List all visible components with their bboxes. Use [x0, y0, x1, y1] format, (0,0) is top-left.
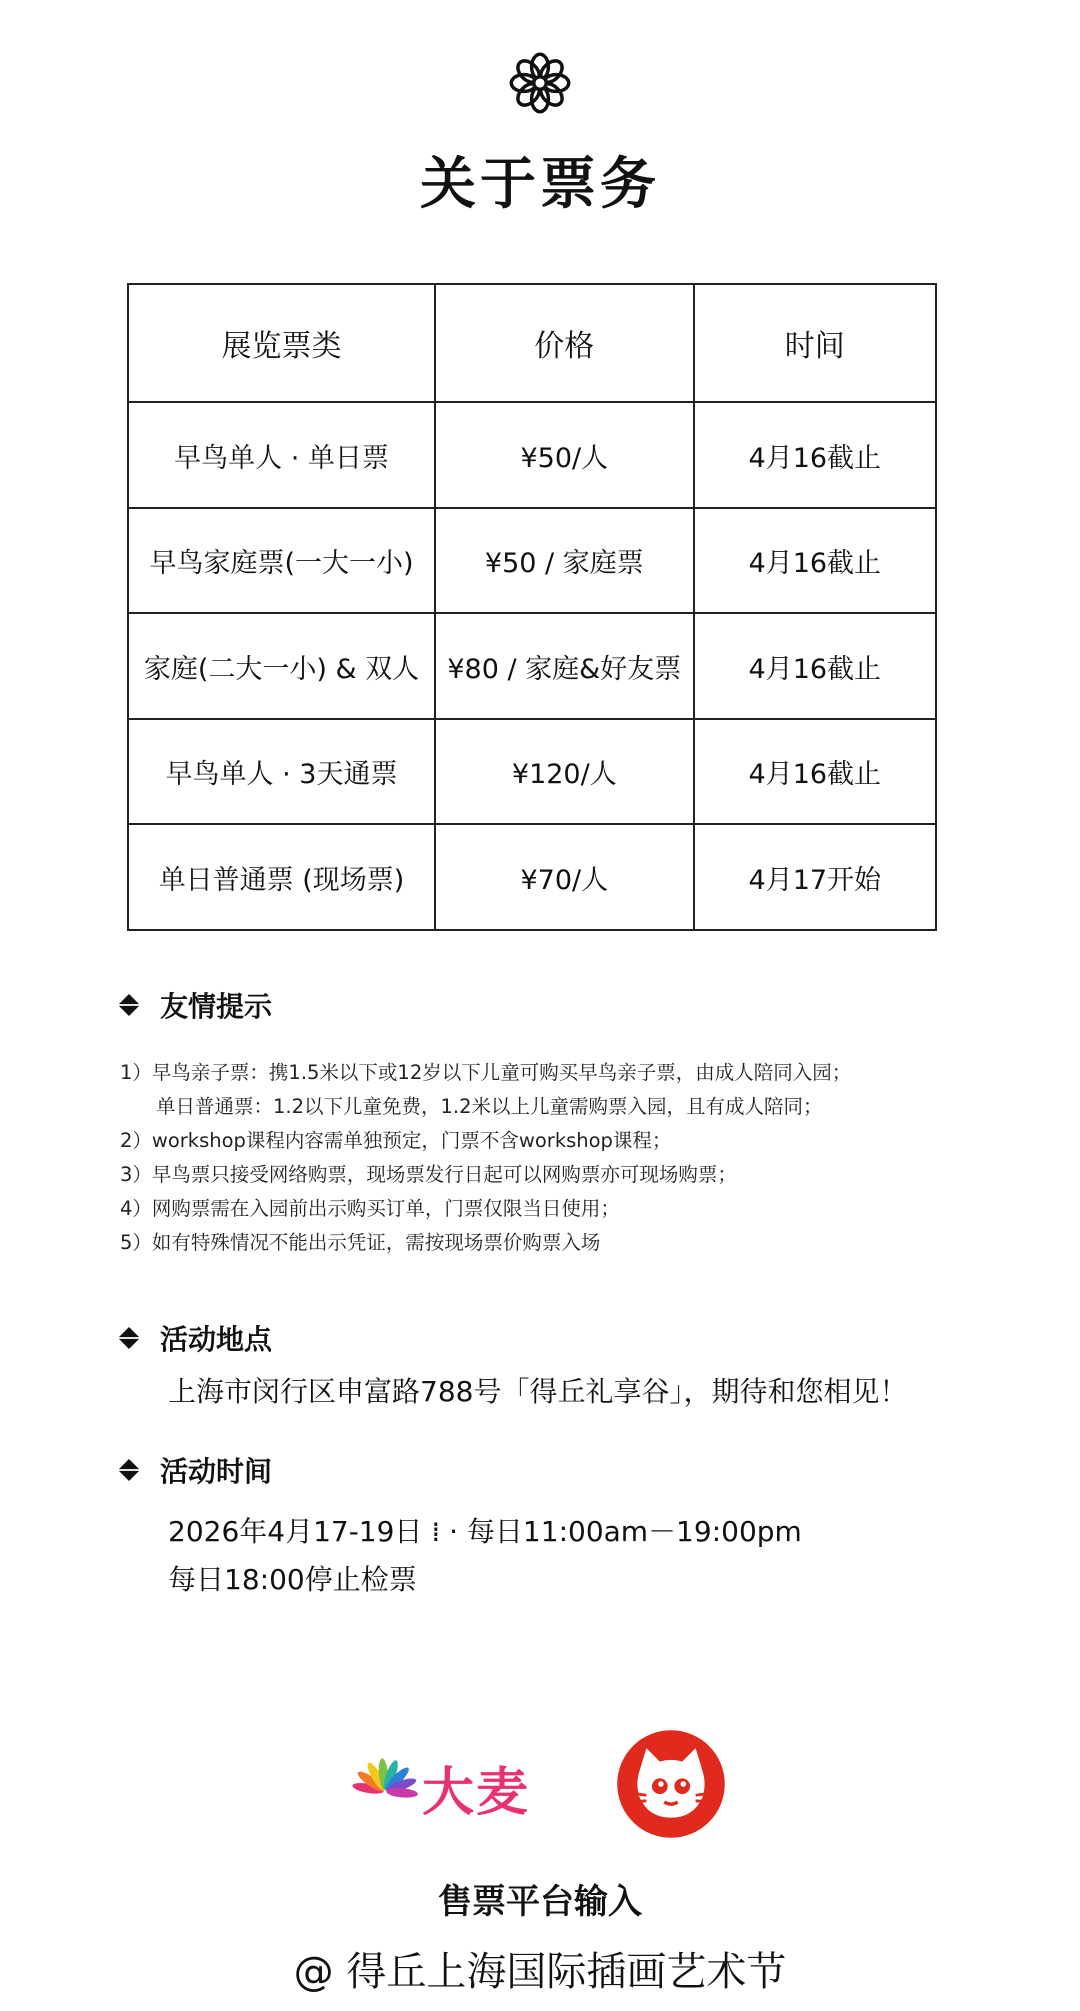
time-line-2: 每日18:00停止检票 [168, 1563, 417, 1596]
diamond-bullet-icon [118, 1327, 140, 1349]
ticket-price-cell: ¥50/人 [435, 402, 694, 508]
ticket-price-cell: ¥120/人 [435, 719, 694, 825]
location-heading-label: 活动地点 [160, 1323, 273, 1356]
damai-logo[interactable] [352, 1750, 530, 1825]
location-text: 上海市闵行区申富路788号「得丘礼享谷」，期待和您相见！ [168, 1375, 908, 1408]
ticket-time-cell: 4月16截止 [694, 719, 936, 825]
tip-line: 4）网购票需在入园前出示购买订单，门票仅限当日使用； [120, 1197, 620, 1220]
ticket-price-cell: ¥80 / 家庭&好友票 [435, 613, 694, 719]
ticket-time-cell: 4月17开始 [694, 824, 936, 930]
table-row [128, 508, 936, 614]
time-heading [118, 1450, 272, 1490]
ticket-type-cell: 家庭(二大一小) & 双人 [128, 613, 435, 719]
table-row [128, 402, 936, 508]
damai-logo-label: 大麦 [422, 1763, 531, 1823]
flower-icon [505, 48, 575, 118]
ticket-time-cell: 4月16截止 [694, 613, 936, 719]
diamond-bullet-icon [118, 1459, 140, 1481]
ticket-type-cell: 早鸟家庭票(一大一小) [128, 508, 435, 614]
table-row [128, 613, 936, 719]
column-header-price: 价格 [435, 284, 694, 402]
ticket-type-cell: 早鸟单人 · 3天通票 [128, 719, 435, 825]
tip-line: 3）早鸟票只接受网络购票，现场票发行日起可以网购票亦可现场购票； [120, 1163, 737, 1186]
tip-line: 1）早鸟亲子票：携1.5米以下或12岁以下儿童可购买早鸟亲子票，由成人陪同入园； [120, 1061, 852, 1084]
ticket-price-cell: ¥70/人 [435, 824, 694, 930]
column-header-time: 时间 [694, 284, 936, 402]
tip-line: 2）workshop课程内容需单独预定，门票不含workshop课程； [120, 1129, 672, 1152]
tips-heading-label: 友情提示 [160, 990, 273, 1023]
column-header-type: 展览票类 [128, 284, 435, 402]
time-line-1: 2026年4月17-19日 ⁞ · 每日11:00am－19:00pm [168, 1515, 802, 1548]
ticket-table [127, 283, 937, 931]
ticket-type-cell: 单日普通票 (现场票) [128, 824, 435, 930]
tips-list [120, 1056, 980, 1260]
tip-line: 单日普通票：1.2以下儿童免费，1.2米以上儿童需购票入园，且有成人陪同； [156, 1095, 823, 1118]
ticket-type-cell: 早鸟单人 · 单日票 [128, 402, 435, 508]
diamond-bullet-icon [118, 994, 140, 1016]
ticket-time-cell: 4月16截止 [694, 508, 936, 614]
time-heading-label: 活动时间 [160, 1455, 273, 1488]
ticket-time-cell: 4月16截止 [694, 402, 936, 508]
ticket-price-cell: ¥50 / 家庭票 [435, 508, 694, 614]
table-row [128, 824, 936, 930]
account-handle: @ 得丘上海国际插画艺术节 [293, 1949, 787, 1995]
location-heading [118, 1318, 272, 1358]
table-header-row [128, 284, 936, 402]
platform-text: 售票平台输入 [438, 1882, 642, 1922]
tip-line: 5）如有特殊情况不能出示凭证，需按现场票价购票入场 [120, 1231, 601, 1254]
damai-logo-icon [352, 1755, 418, 1821]
cat-logo-icon[interactable] [615, 1728, 727, 1840]
tips-heading [118, 985, 272, 1025]
table-row [128, 719, 936, 825]
page-title: 关于票务 [420, 152, 660, 217]
platform-logos [0, 1728, 1080, 1848]
